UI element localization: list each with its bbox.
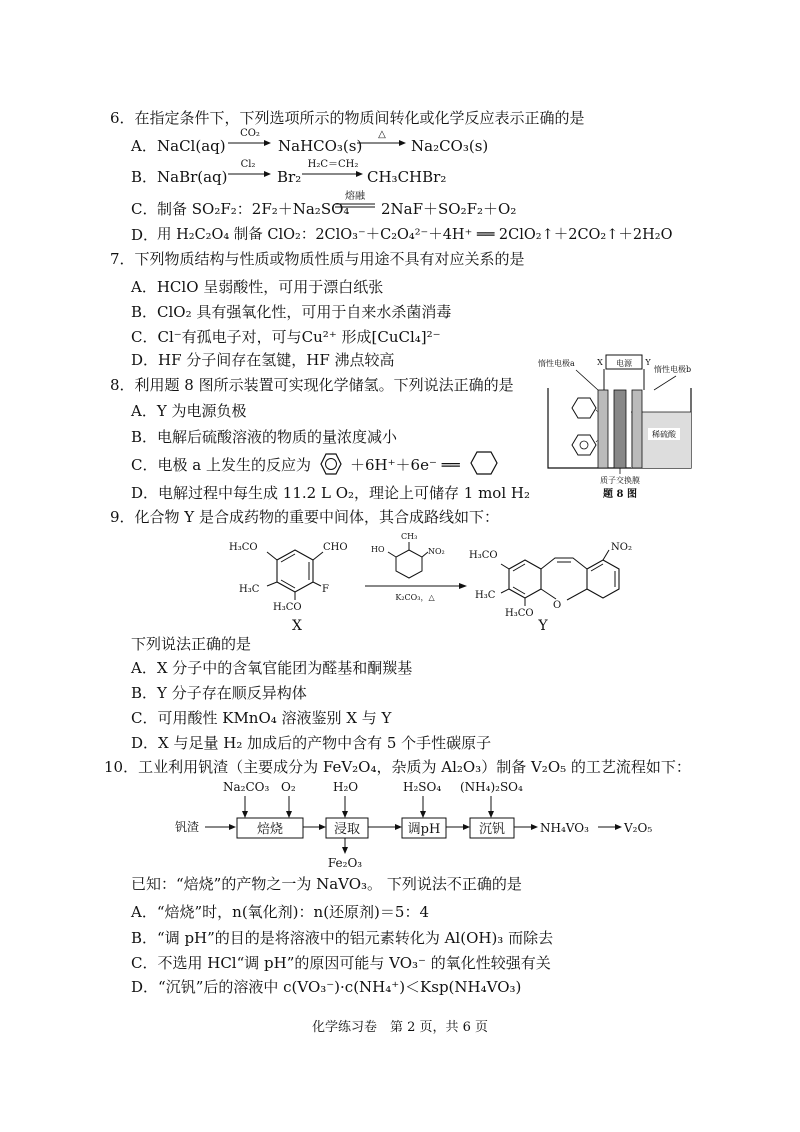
q10-flowchart <box>175 777 695 872</box>
svg-text:CH₃: CH₃ <box>401 532 418 541</box>
q9-option-d[interactable]: D．X 与足量 H₂ 加成后的产物中含有 5 个手性碳原子 <box>131 734 492 752</box>
q6-option-a[interactable] <box>131 136 157 156</box>
svg-text:Fe₂O₃: Fe₂O₃ <box>327 856 363 870</box>
q8-option-c[interactable] <box>131 455 311 475</box>
q6-b-cond1: Cl₂ <box>240 159 256 170</box>
benzene-icon <box>312 449 348 479</box>
q6-stem: 6．在指定条件下，下列选项所示的物质间转化或化学反应表示正确的是 <box>110 109 585 127</box>
svg-text:Na₂CO₃: Na₂CO₃ <box>223 780 270 794</box>
q6-option-c[interactable] <box>131 199 157 219</box>
svg-text:H₃CO: H₃CO <box>505 608 534 619</box>
q6-b-label: B． <box>131 168 158 186</box>
q6-b-reactant: NaBr(aq) <box>157 168 228 186</box>
q8-option-b[interactable]: B．电解后硫酸溶液的物质的量浓度减小 <box>131 428 398 446</box>
electrode-a-label: 惰性电极a <box>538 359 575 368</box>
q6-c-pre: 制备 SO₂F₂：2F₂＋Na₂SO₄ <box>157 200 350 218</box>
svg-text:H₃CO: H₃CO <box>273 602 302 613</box>
electrode-a <box>598 390 608 468</box>
q6-a-arrow1 <box>228 126 272 150</box>
q6-b-cond2: H₂C＝CH₂ <box>307 159 359 170</box>
q9-stem: 9．化合物 Y 是合成药物的重要中间体，其合成路线如下： <box>110 508 499 526</box>
q6-option-d[interactable] <box>131 225 158 245</box>
q10-option-a[interactable]: A．“焙烧”时，n(氧化剂)：n(还原剂)＝5：4 <box>131 903 429 921</box>
q8-c-mid: ＋6H⁺＋6e⁻ ══ <box>350 456 460 474</box>
q10-option-b[interactable]: B．“调 pH”的目的是将溶液中的铝元素转化为 Al(OH)₃ 而除去 <box>131 929 554 947</box>
q7-stem: 7．下列物质结构与性质或物质性质与用途不具有对应关系的是 <box>110 250 525 268</box>
terminal-y-label: Y <box>645 358 651 367</box>
q9-scheme <box>225 528 665 633</box>
svg-text:沉钒: 沉钒 <box>478 822 506 837</box>
svg-text:F: F <box>322 584 329 595</box>
membrane-label: 质子交换膜 <box>600 476 640 485</box>
q6-b-arrow1 <box>228 157 272 181</box>
q9-option-c[interactable]: C．可用酸性 KMnO₄ 溶液鉴别 X 与 Y <box>131 709 392 727</box>
q7-option-b[interactable]: B．ClO₂ 具有强氧化性，可用于自来水杀菌消毒 <box>131 303 452 321</box>
cyclohexane-small-icon <box>572 398 596 418</box>
q6-d-text: 用 H₂C₂O₄ 制备 ClO₂：2ClO₃⁻＋C₂O₄²⁻＋4H⁺ ══ 2ClO₂↑＋2CO₂↑＋2H₂O <box>157 227 673 243</box>
figure-caption: 题 8 图 <box>603 489 637 500</box>
q6-a-label: A． <box>131 137 157 155</box>
reaction-condition: K₂CO₃，△ <box>395 593 435 602</box>
q8-option-d[interactable]: D．电解过程中每生成 11.2 L O₂，理论上可储存 1 mol H₂ <box>131 484 530 502</box>
q9-option-b[interactable]: B．Y 分子存在顺反异构体 <box>131 684 307 702</box>
svg-text:CHO: CHO <box>323 542 348 553</box>
svg-text:NO₂: NO₂ <box>428 547 445 556</box>
q6-c-cond: 熔融 <box>345 191 365 202</box>
q6-b-arrow2 <box>302 157 364 181</box>
q6-c-post: 2NaF＋SO₂F₂＋O₂ <box>381 200 517 218</box>
q6-c-eqsign <box>333 189 377 213</box>
svg-text:H₂SO₄: H₂SO₄ <box>403 780 442 794</box>
q8-figure <box>536 350 716 500</box>
svg-text:V₂O₅: V₂O₅ <box>624 821 653 835</box>
flow-start: 钒渣 <box>175 820 200 834</box>
q9-lead: 下列说法正确的是 <box>131 635 252 653</box>
q7-option-a[interactable]: A．HClO 呈弱酸性，可用于漂白纸张 <box>131 278 384 296</box>
x-label: X <box>292 618 302 633</box>
q6-a-product: Na₂CO₃(s) <box>411 137 489 155</box>
svg-text:HO: HO <box>371 545 385 554</box>
q8-option-a[interactable]: A．Y 为电源负极 <box>131 402 247 420</box>
svg-text:H₃CO: H₃CO <box>229 542 258 553</box>
svg-text:H₃C: H₃C <box>239 584 260 595</box>
svg-text:浸取: 浸取 <box>333 822 361 837</box>
q6-c-label: C． <box>131 200 158 218</box>
svg-text:H₃C: H₃C <box>475 590 496 601</box>
svg-text:(NH₄)₂SO₄: (NH₄)₂SO₄ <box>460 780 523 794</box>
svg-text:焙烧: 焙烧 <box>256 822 284 837</box>
q6-a-cond1: CO₂ <box>240 128 260 139</box>
svg-text:O₂: O₂ <box>281 780 296 794</box>
proton-membrane <box>614 390 626 468</box>
svg-text:调pH: 调pH <box>407 822 441 837</box>
reagent-structure <box>371 532 445 578</box>
svg-text:NH₄VO₃: NH₄VO₃ <box>540 821 589 835</box>
q10-note: 已知：“焙烧”的产物之一为 NaVO₃。 下列说法不正确的是 <box>131 875 522 893</box>
q6-a-mid: NaHCO₃(s) <box>278 137 363 155</box>
q7-option-c[interactable]: C．Cl⁻有孤电子对，可与Cu²⁺ 形成[CuCl₄]²⁻ <box>131 328 441 346</box>
q9-option-a[interactable]: A．X 分子中的含氧官能团为醛基和酮羰基 <box>131 659 413 677</box>
svg-text:NO₂: NO₂ <box>611 542 632 553</box>
q6-d-label: D． <box>131 226 159 244</box>
q8-stem: 8．利用题 8 图所示装置可实现化学储氢。下列说法正确的是 <box>110 376 514 394</box>
cyclohexane-icon <box>464 447 504 479</box>
q10-option-d[interactable]: D．“沉钒”后的溶液中 c(VO₃⁻)·c(NH₄⁺)＜Ksp(NH₄VO₃) <box>131 978 522 996</box>
electrode-b <box>632 390 642 468</box>
q7-option-d[interactable]: D．HF 分子间存在氢键，HF 沸点较高 <box>131 351 395 369</box>
q6-b-product: CH₃CHBr₂ <box>367 168 447 186</box>
power-label: 电源 <box>616 359 632 368</box>
q6-option-b[interactable] <box>131 167 157 187</box>
svg-text:O: O <box>553 600 562 611</box>
terminal-x-label: X <box>597 358 603 367</box>
y-label: Y <box>538 618 548 633</box>
q10-stem: 10．工业利用钒渣（主要成分为 FeV₂O₄，杂质为 Al₂O₃）制备 V₂O₅ 的工艺流程如下： <box>104 758 691 776</box>
svg-text:H₂O: H₂O <box>333 780 359 794</box>
page-footer: 化学练习卷 第 2 页，共 6 页 <box>311 1020 489 1035</box>
q6-b-mid: Br₂ <box>277 168 302 186</box>
compound-y <box>469 542 632 633</box>
q8-c-pre: C．电极 a 上发生的反应为 <box>131 456 311 474</box>
q6-a-arrow2 <box>357 126 407 150</box>
svg-text:H₃CO: H₃CO <box>469 550 498 561</box>
compound-x <box>229 542 348 633</box>
q6-a-cond2: △ <box>378 129 386 140</box>
q6-a-reactant: NaCl(aq) <box>157 137 226 155</box>
benzene-small-icon <box>572 435 596 455</box>
electrode-b-label: 惰性电极b <box>654 365 692 374</box>
q10-option-c[interactable]: C．不选用 HCl“调 pH”的原因可能与 VO₃⁻ 的氧化性较强有关 <box>131 954 551 972</box>
acid-label: 稀硫酸 <box>652 430 676 439</box>
